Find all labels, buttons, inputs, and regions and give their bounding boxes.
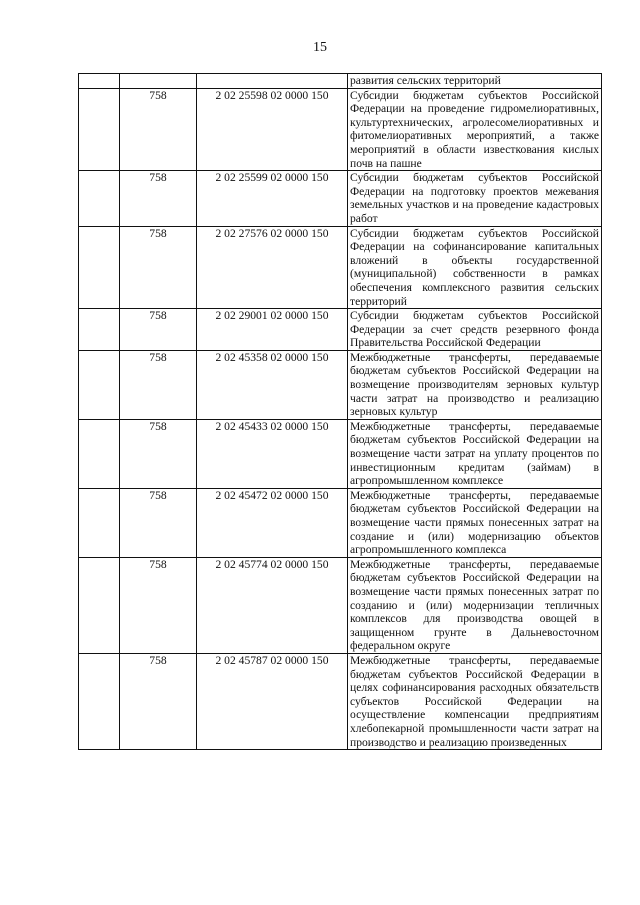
budget-code-cell: 2 02 27576 02 0000 150 (197, 226, 348, 309)
description-cell: Субсидии бюджетам субъектов Российской Федерации на подготовку проектов межевания земельных участков и на проведение кадастровых работ (348, 171, 602, 226)
admin-code-cell (120, 74, 197, 89)
description-cell: Межбюджетные трансферты, передаваемые бюджетам субъектов Российской Федерации на возмещение части прямых понесенных затрат по созданию и (или) модернизации тепличных комплексов для производства овощей в защищенном грунте в Дальневосточном федеральном округе (348, 557, 602, 653)
description-cell: Межбюджетные трансферты, передаваемые бюджетам субъектов Российской Федерации на возмещение части затрат на уплату процентов по инвестиционным кредитам (займам) в агропромышленном комплексе (348, 419, 602, 488)
description-cell: Субсидии бюджетам субъектов Российской Федерации за счет средств резервного фонда Правительства Российской Федерации (348, 309, 602, 351)
budget-code-cell (197, 74, 348, 89)
admin-code-cell: 758 (120, 226, 197, 309)
table-row (79, 88, 602, 171)
admin-code-cell: 758 (120, 309, 197, 351)
budget-code-cell: 2 02 45433 02 0000 150 (197, 419, 348, 488)
description-cell: Межбюджетные трансферты, передаваемые бюджетам субъектов Российской Федерации на возмещение производителям зерновых культур части затрат на производство и реализацию зерновых культур (348, 350, 602, 419)
row-empty-cell (79, 557, 120, 653)
admin-code-cell: 758 (120, 419, 197, 488)
budget-code-cell: 2 02 45472 02 0000 150 (197, 488, 348, 557)
row-empty-cell (79, 350, 120, 419)
budget-code-cell: 2 02 45774 02 0000 150 (197, 557, 348, 653)
budget-code-cell: 2 02 45787 02 0000 150 (197, 653, 348, 749)
table-row (79, 419, 602, 488)
row-empty-cell (79, 171, 120, 226)
admin-code-cell: 758 (120, 653, 197, 749)
admin-code-cell: 758 (120, 557, 197, 653)
description-cell: Межбюджетные трансферты, передаваемые бюджетам субъектов Российской Федерации в целях софинансирования расходных обязательств субъектов Российской Федерации на осуществление компенсации предприятиям хлебопекарной промышленности части затрат на производство и реализацию произведенных (348, 653, 602, 749)
row-empty-cell (79, 226, 120, 309)
budget-codes-table (78, 73, 602, 750)
row-empty-cell (79, 653, 120, 749)
description-cell: развития сельских территорий (348, 74, 602, 89)
row-empty-cell (79, 419, 120, 488)
table-row (79, 171, 602, 226)
admin-code-cell: 758 (120, 88, 197, 171)
table-row (79, 226, 602, 309)
row-empty-cell (79, 488, 120, 557)
table-row (79, 488, 602, 557)
description-cell: Субсидии бюджетам субъектов Российской Федерации на софинансирование капитальных вложений в объекты государственной (муниципальной) собственности в рамках обеспечения комплексного развития сельских территорий (348, 226, 602, 309)
row-empty-cell (79, 74, 120, 89)
admin-code-cell: 758 (120, 171, 197, 226)
row-empty-cell (79, 309, 120, 351)
admin-code-cell: 758 (120, 350, 197, 419)
table-row (79, 653, 602, 749)
admin-code-cell: 758 (120, 488, 197, 557)
description-cell: Субсидии бюджетам субъектов Российской Федерации на проведение гидромелиоративных, культуртехнических, агролесомелиоративных и фитомелиоративных мероприятий, а также мероприятий в области известкования кислых почв на пашне (348, 88, 602, 171)
table-row (79, 74, 602, 89)
description-cell: Межбюджетные трансферты, передаваемые бюджетам субъектов Российской Федерации на возмещение части прямых понесенных затрат на создание и (или) модернизацию объектов агропромышленного комплекса (348, 488, 602, 557)
row-empty-cell (79, 88, 120, 171)
table-row (79, 350, 602, 419)
table-row (79, 557, 602, 653)
budget-code-cell: 2 02 29001 02 0000 150 (197, 309, 348, 351)
budget-code-cell: 2 02 45358 02 0000 150 (197, 350, 348, 419)
budget-code-cell: 2 02 25599 02 0000 150 (197, 171, 348, 226)
page-number: 15 (313, 40, 327, 55)
table-row (79, 309, 602, 351)
budget-code-cell: 2 02 25598 02 0000 150 (197, 88, 348, 171)
